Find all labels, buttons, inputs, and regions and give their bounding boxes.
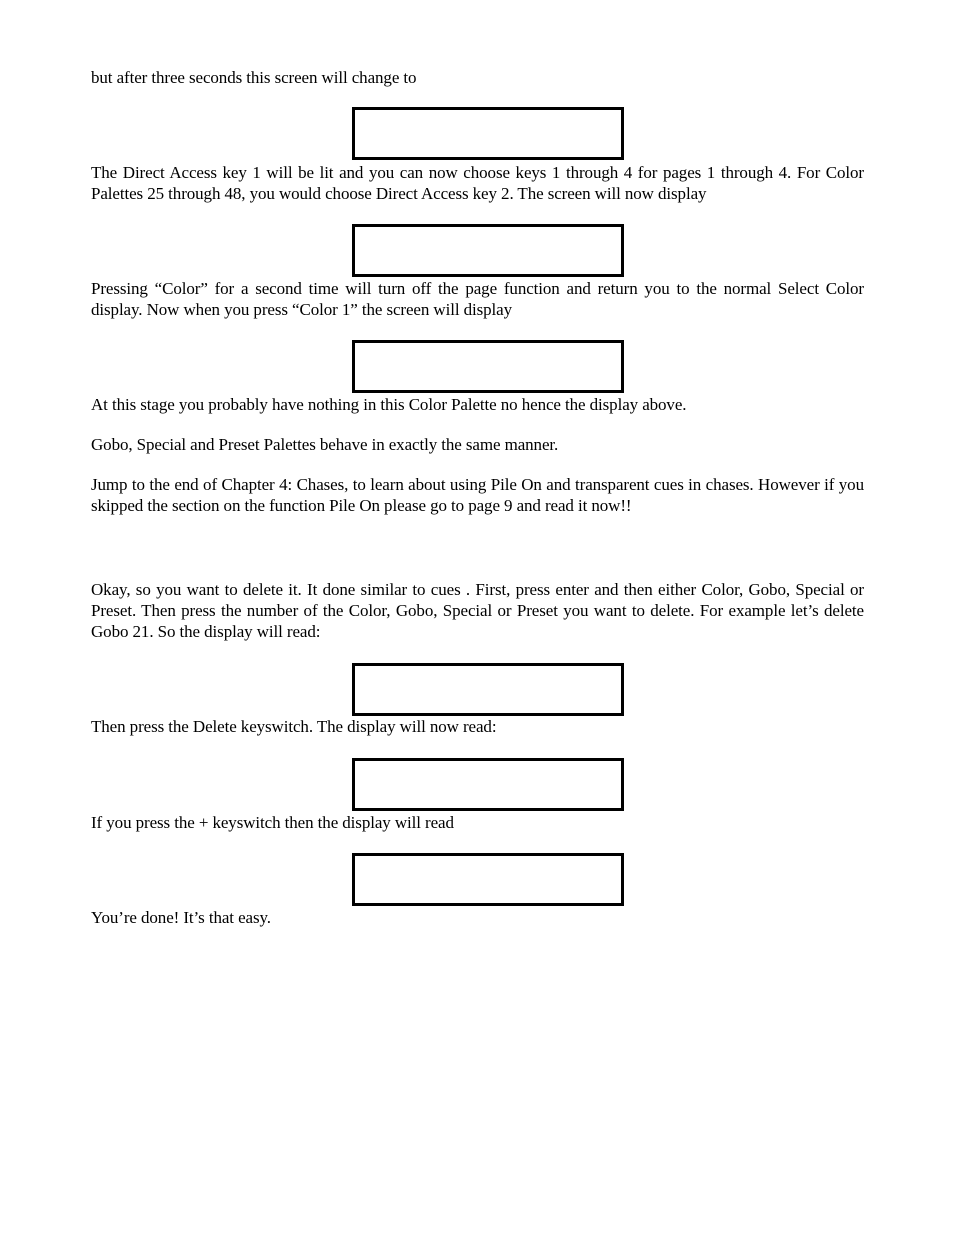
lcd-display-box — [352, 340, 624, 393]
paragraph-change-screen: but after three seconds this screen will change to — [91, 68, 417, 87]
lcd-display-box — [352, 663, 624, 716]
lcd-display-box — [352, 224, 624, 277]
paragraph-delete-keyswitch: Then press the Delete keyswitch. The display will now read: — [91, 717, 497, 736]
paragraph-delete-intro: Okay, so you want to delete it. It done similar to cues . First, press enter and then either Color, Gobo, Special or Preset. Then press the number of the Color, Gobo, Special or Preset you want to delete. For example let’s delete Gobo 21. So the display will read: — [91, 580, 864, 641]
paragraph-jump-to-chases: Jump to the end of Chapter 4: Chases, to learn about using Pile On and transparent cues in chases. However if you skipped the section on the function Pile On please go to page 9 and read it now!! — [91, 475, 864, 515]
paragraph-this-stage: At this stage you probably have nothing in this Color Palette no hence the display above. — [91, 395, 687, 414]
lcd-display-box — [352, 758, 624, 811]
lcd-display-box — [352, 107, 624, 160]
paragraph-pressing-color: Pressing “Color” for a second time will turn off the page function and return you to the normal Select Color display. Now when you press “Color 1” the screen will display — [91, 279, 864, 319]
paragraph-done: You’re done! It’s that easy. — [91, 908, 271, 927]
paragraph-direct-access: The Direct Access key 1 will be lit and you can now choose keys 1 through 4 for pages 1 through 4. For Color Palettes 25 through 48, you would choose Direct Access key 2. The screen will now display — [91, 163, 864, 203]
paragraph-plus-keyswitch: If you press the + keyswitch then the display will read — [91, 813, 454, 832]
paragraph-gobo-special-preset: Gobo, Special and Preset Palettes behave in exactly the same manner. — [91, 435, 559, 454]
lcd-display-box — [352, 853, 624, 906]
